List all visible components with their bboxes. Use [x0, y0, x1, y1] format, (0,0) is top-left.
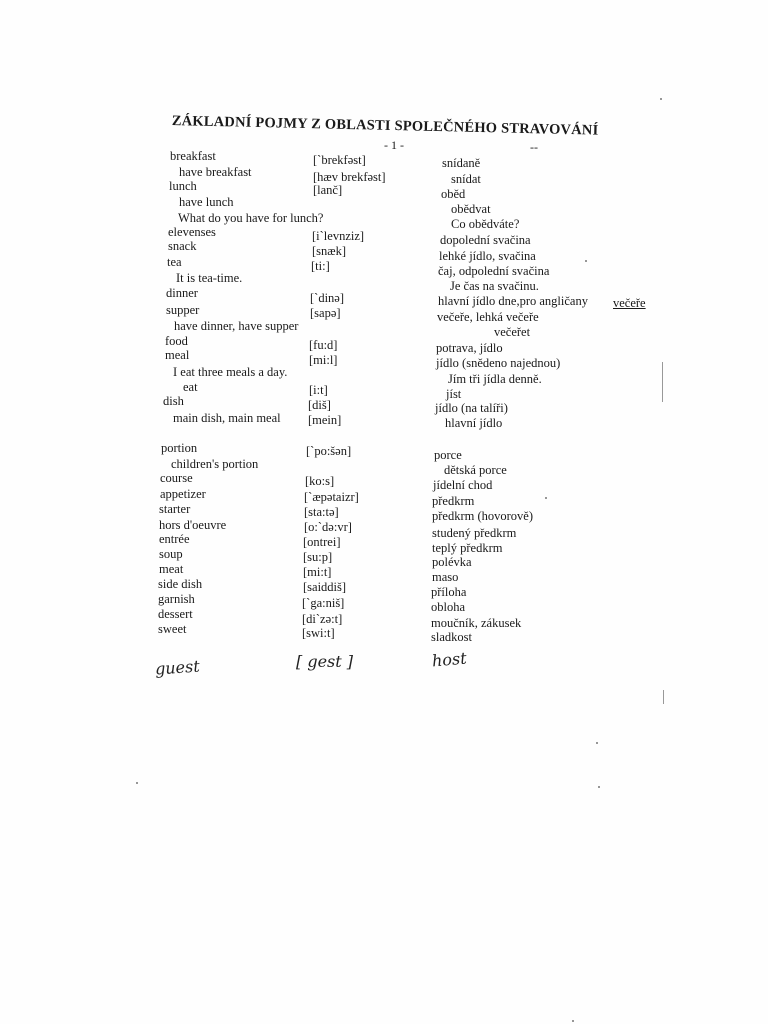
phonetic-transcription: [di`zǝ:t]: [302, 612, 343, 626]
czech-translation: příloha: [431, 585, 467, 599]
english-term: garnish: [158, 592, 195, 606]
english-term: elevenses: [168, 225, 216, 239]
czech-translation: večeřet: [494, 325, 531, 339]
scan-speck: [545, 497, 547, 499]
phonetic-transcription: [saiddiš]: [303, 580, 347, 594]
handwritten-english: guest: [154, 656, 201, 679]
scan-speck: [585, 260, 587, 262]
english-term: It is tea-time.: [176, 271, 243, 285]
english-term: snack: [168, 239, 197, 253]
czech-translation: porce: [434, 448, 462, 462]
czech-translation: snídaně: [442, 156, 481, 170]
english-term: I eat three meals a day.: [173, 365, 288, 379]
english-term: breakfast: [170, 149, 216, 163]
czech-translation: teplý předkrm: [432, 541, 503, 555]
phonetic-transcription: [snæk]: [312, 244, 347, 258]
czech-translation: oběd: [441, 187, 466, 201]
czech-translation: hlavní jídlo dne,pro angličany: [438, 294, 588, 308]
phonetic-transcription: [`dinǝ]: [310, 291, 345, 305]
czech-translation: moučník, zákusek: [431, 616, 522, 630]
phonetic-transcription: [diš]: [308, 398, 331, 412]
scan-line: [663, 690, 664, 704]
scan-speck: [572, 1020, 574, 1022]
czech-translation: večeře, lehká večeře: [437, 310, 539, 324]
english-term: supper: [166, 303, 200, 317]
czech-translation: obědvat: [451, 202, 491, 216]
english-term: have dinner, have supper: [174, 319, 299, 333]
english-term: dessert: [158, 607, 193, 621]
czech-translation: jídelní chod: [433, 478, 493, 492]
english-term: dish: [163, 394, 184, 408]
czech-translation: lehké jídlo, svačina: [439, 249, 536, 263]
czech-translation: předkrm: [432, 494, 475, 508]
handwritten-czech: host: [431, 648, 468, 671]
czech-translation: obloha: [431, 600, 466, 614]
phonetic-transcription: [lanč]: [313, 183, 343, 197]
english-term: meal: [165, 348, 190, 362]
czech-translation: Jím tři jídla denně.: [448, 372, 542, 386]
scan-speck: [598, 786, 600, 788]
english-term: portion: [161, 441, 198, 455]
english-term: meat: [159, 562, 184, 576]
phonetic-transcription: [`po:šǝn]: [306, 444, 352, 458]
page-number: - 1 -: [384, 138, 404, 152]
czech-translation: Co obědváte?: [451, 217, 520, 231]
phonetic-transcription: [o:`dǝ:vr]: [304, 520, 352, 534]
english-term: lunch: [169, 179, 197, 193]
dash-mark: --: [530, 140, 538, 154]
english-term: have lunch: [179, 195, 234, 209]
english-term: entrée: [159, 532, 190, 546]
czech-translation: maso: [432, 570, 459, 584]
scan-speck: [596, 742, 598, 744]
english-term: sweet: [158, 622, 187, 636]
english-term: side dish: [158, 577, 203, 591]
phonetic-transcription: [`ga:niš]: [302, 596, 345, 610]
phonetic-transcription: [ontrei]: [303, 535, 341, 549]
english-term: What do you have for lunch?: [178, 211, 324, 225]
english-term: tea: [167, 255, 182, 269]
czech-translation: Je čas na svačinu.: [450, 279, 539, 293]
english-term: main dish, main meal: [173, 411, 281, 425]
czech-translation: jíst: [446, 387, 462, 401]
english-term: starter: [159, 502, 191, 516]
czech-translation: dopolední svačina: [440, 233, 531, 247]
scan-speck: [136, 782, 138, 784]
czech-translation: polévka: [432, 555, 472, 569]
phonetic-transcription: [mi:l]: [309, 353, 338, 367]
phonetic-transcription: [i`levnziz]: [312, 229, 365, 243]
phonetic-transcription: [sta:tǝ]: [304, 505, 339, 519]
phonetic-transcription: [mein]: [308, 413, 342, 427]
english-term: dinner: [166, 286, 198, 300]
english-term: food: [165, 334, 188, 348]
document-title: ZÁKLADNÍ POJMY Z OBLASTI SPOLEČNÉHO STRAVOVÁNÍ: [171, 113, 599, 139]
phonetic-transcription: [sapǝ]: [310, 306, 341, 320]
english-term: course: [160, 471, 193, 485]
english-term: have breakfast: [179, 165, 252, 179]
czech-translation: dětská porce: [444, 463, 507, 477]
czech-translation: jídlo (na talíři): [435, 401, 508, 415]
czech-translation: předkrm (hovorově): [432, 509, 534, 523]
phonetic-transcription: [ti:]: [311, 259, 330, 273]
scan-line: [662, 362, 663, 402]
phonetic-transcription: [`brekfǝst]: [313, 153, 366, 167]
czech-translation-underlined: večeře: [613, 296, 646, 310]
phonetic-transcription: [i:t]: [309, 383, 328, 397]
english-term: eat: [183, 380, 198, 394]
czech-translation: potrava, jídlo: [436, 341, 503, 355]
czech-translation: studený předkrm: [432, 526, 517, 540]
phonetic-transcription: [swi:t]: [302, 626, 335, 640]
phonetic-transcription: [hæv brekfǝst]: [313, 170, 386, 184]
english-term: soup: [159, 547, 183, 561]
english-term: children's portion: [171, 457, 259, 471]
scan-speck: [660, 98, 662, 100]
czech-translation: sladkost: [431, 630, 472, 644]
czech-translation: jídlo (snědeno najednou): [436, 356, 561, 370]
phonetic-transcription: [`æpǝtaizr]: [304, 490, 359, 504]
czech-translation: čaj, odpolední svačina: [438, 264, 550, 278]
phonetic-transcription: [ko:s]: [305, 474, 335, 488]
czech-translation: snídat: [451, 172, 481, 186]
handwritten-phonetic: [ gest ]: [296, 652, 354, 671]
english-term: appetizer: [160, 487, 206, 501]
phonetic-transcription: [fu:d]: [309, 338, 338, 352]
phonetic-transcription: [su:p]: [303, 550, 333, 564]
phonetic-transcription: [mi:t]: [303, 565, 332, 579]
english-term: hors d'oeuvre: [159, 518, 227, 532]
czech-translation: hlavní jídlo: [445, 416, 503, 430]
